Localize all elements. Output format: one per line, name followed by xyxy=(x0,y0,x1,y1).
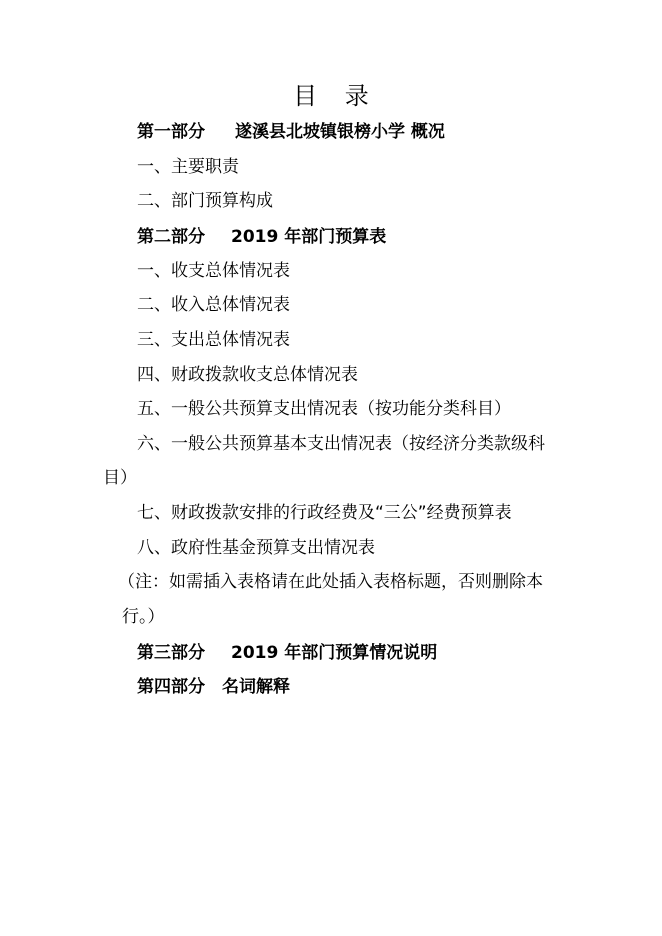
toc-part-2-text: 2019 年部门预算表 xyxy=(231,227,387,247)
toc-item: 三、支出总体情况表 xyxy=(137,330,290,350)
toc-part-2 xyxy=(137,224,386,250)
toc-part-3-text: 2019 年部门预算情况说明 xyxy=(231,643,438,663)
toc-part-1-text: 遂溪县北坡镇银榜小学 概况 xyxy=(235,122,445,142)
toc-part-4-label: 第四部分 xyxy=(137,677,205,697)
toc-note-continuation: 行。） xyxy=(122,607,165,627)
toc-part-4 xyxy=(137,674,290,700)
toc-note: （注：如需插入表格请在此处插入表格标题，否则删除本 xyxy=(118,572,543,592)
toc-part-1-label: 第一部分 xyxy=(137,122,205,142)
toc-item: 六、一般公共预算基本支出情况表（按经济分类款级科 xyxy=(137,434,545,454)
toc-part-3-label: 第三部分 xyxy=(137,643,205,663)
toc-item: 四、财政拨款收支总体情况表 xyxy=(137,365,358,385)
toc-item: 二、收入总体情况表 xyxy=(137,295,290,315)
toc-part-4-text: 名词解释 xyxy=(222,677,290,697)
toc-item-continuation: 目） xyxy=(103,468,137,488)
toc-item: 一、主要职责 xyxy=(137,157,239,177)
toc-item: 二、部门预算构成 xyxy=(137,191,273,211)
toc-item: 八、政府性基金预算支出情况表 xyxy=(137,538,375,558)
toc-item: 七、财政拨款安排的行政经费及“三公”经费预算表 xyxy=(137,503,512,523)
toc-part-3 xyxy=(137,640,437,666)
toc-item: 一、收支总体情况表 xyxy=(137,261,290,281)
toc-item: 五、一般公共预算支出情况表（按功能分类科目） xyxy=(137,399,511,419)
toc-part-1 xyxy=(137,119,445,145)
toc-part-2-label: 第二部分 xyxy=(137,227,205,247)
document-title: 目 录 xyxy=(293,82,379,110)
